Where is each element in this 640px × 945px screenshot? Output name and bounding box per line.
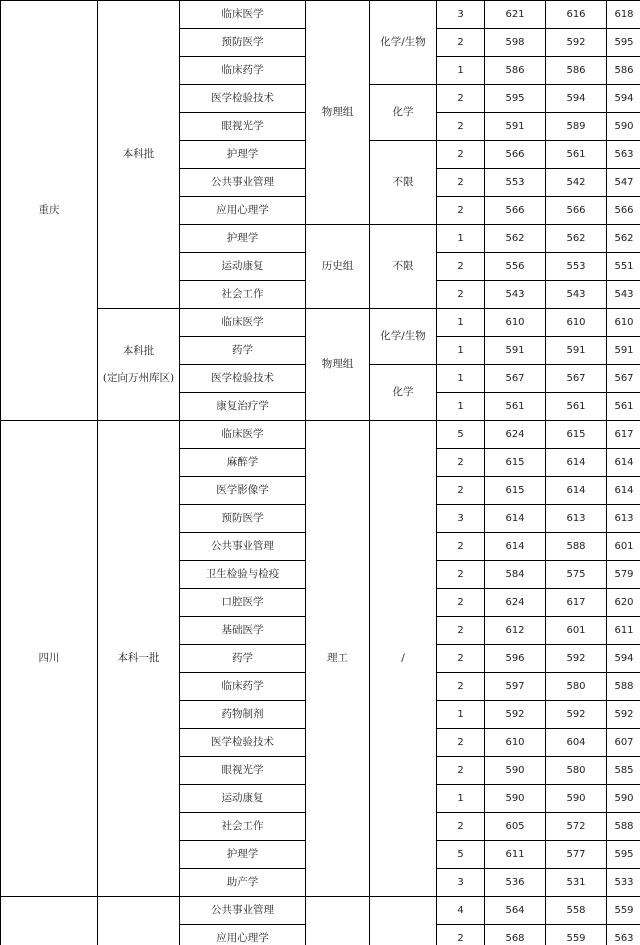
batch-cell	[98, 309, 180, 421]
max-score-cell: 567	[485, 365, 546, 393]
min-score-cell: 553	[546, 253, 607, 281]
min-score-cell: 617	[546, 589, 607, 617]
subject-requirement-cell: 化学/生物	[370, 309, 437, 365]
max-score-cell: 615	[485, 449, 546, 477]
subject-requirement-cell: 不限	[370, 225, 437, 309]
plan-count-cell: 1	[437, 309, 485, 337]
min-score-cell: 567	[546, 365, 607, 393]
avg-score-cell: 592	[607, 701, 640, 729]
min-score-cell: 616	[546, 1, 607, 29]
min-score-cell: 614	[546, 477, 607, 505]
min-score-cell: 591	[546, 337, 607, 365]
max-score-cell: 591	[485, 113, 546, 141]
min-score-cell: 542	[546, 169, 607, 197]
major-cell: 医学检验技术	[180, 729, 306, 757]
track-cell: 理工	[306, 421, 370, 897]
subject-requirement-cell	[370, 897, 437, 945]
track-cell: 历史组	[306, 225, 370, 309]
max-score-cell: 556	[485, 253, 546, 281]
major-cell: 口腔医学	[180, 589, 306, 617]
min-score-cell: 594	[546, 85, 607, 113]
min-score-cell: 615	[546, 421, 607, 449]
avg-score-cell: 586	[607, 57, 640, 85]
plan-count-cell: 2	[437, 449, 485, 477]
max-score-cell: 595	[485, 85, 546, 113]
min-score-cell: 531	[546, 869, 607, 897]
plan-count-cell: 3	[437, 869, 485, 897]
track-cell: 物理组	[306, 1, 370, 225]
avg-score-cell: 614	[607, 449, 640, 477]
max-score-cell: 568	[485, 925, 546, 945]
batch-cell: 本科批	[98, 1, 180, 309]
major-cell: 药学	[180, 337, 306, 365]
max-score-cell: 621	[485, 1, 546, 29]
avg-score-cell: 533	[607, 869, 640, 897]
major-cell: 医学检验技术	[180, 365, 306, 393]
major-cell: 运动康复	[180, 253, 306, 281]
plan-count-cell: 5	[437, 841, 485, 869]
plan-count-cell: 2	[437, 477, 485, 505]
min-score-cell: 580	[546, 757, 607, 785]
min-score-cell: 561	[546, 141, 607, 169]
avg-score-cell: 562	[607, 225, 640, 253]
min-score-cell: 586	[546, 57, 607, 85]
plan-count-cell: 2	[437, 197, 485, 225]
province-cell	[1, 897, 98, 945]
min-score-cell: 543	[546, 281, 607, 309]
plan-count-cell: 2	[437, 617, 485, 645]
max-score-cell: 561	[485, 393, 546, 421]
max-score-cell: 566	[485, 197, 546, 225]
max-score-cell: 614	[485, 533, 546, 561]
major-cell: 公共事业管理	[180, 169, 306, 197]
major-cell: 临床医学	[180, 309, 306, 337]
major-cell: 运动康复	[180, 785, 306, 813]
major-cell: 麻醉学	[180, 449, 306, 477]
avg-score-cell: 620	[607, 589, 640, 617]
plan-count-cell: 2	[437, 589, 485, 617]
min-score-cell: 610	[546, 309, 607, 337]
plan-count-cell: 3	[437, 505, 485, 533]
avg-score-cell: 618	[607, 1, 640, 29]
min-score-cell: 561	[546, 393, 607, 421]
avg-score-cell: 595	[607, 29, 640, 57]
min-score-cell: 614	[546, 449, 607, 477]
min-score-cell: 572	[546, 813, 607, 841]
plan-count-cell: 5	[437, 421, 485, 449]
major-cell: 公共事业管理	[180, 533, 306, 561]
plan-count-cell: 2	[437, 141, 485, 169]
max-score-cell: 564	[485, 897, 546, 925]
major-cell: 社会工作	[180, 813, 306, 841]
min-score-cell: 589	[546, 113, 607, 141]
avg-score-cell: 610	[607, 309, 640, 337]
avg-score-cell: 607	[607, 729, 640, 757]
avg-score-cell: 614	[607, 477, 640, 505]
avg-score-cell: 590	[607, 785, 640, 813]
plan-count-cell: 1	[437, 365, 485, 393]
avg-score-cell: 613	[607, 505, 640, 533]
min-score-cell: 601	[546, 617, 607, 645]
min-score-cell: 559	[546, 925, 607, 945]
table-row	[1, 897, 640, 925]
max-score-cell: 596	[485, 645, 546, 673]
plan-count-cell: 2	[437, 729, 485, 757]
plan-count-cell: 2	[437, 85, 485, 113]
plan-count-cell: 2	[437, 253, 485, 281]
subject-requirement-cell: /	[370, 421, 437, 897]
max-score-cell: 615	[485, 477, 546, 505]
avg-score-cell: 563	[607, 141, 640, 169]
min-score-cell: 558	[546, 897, 607, 925]
max-score-cell: 590	[485, 757, 546, 785]
avg-score-cell: 561	[607, 393, 640, 421]
plan-count-cell: 2	[437, 169, 485, 197]
avg-score-cell: 588	[607, 813, 640, 841]
table-row	[1, 1, 640, 29]
major-cell: 医学检验技术	[180, 85, 306, 113]
major-cell: 眼视光学	[180, 113, 306, 141]
major-cell: 医学影像学	[180, 477, 306, 505]
plan-count-cell: 2	[437, 561, 485, 589]
max-score-cell: 605	[485, 813, 546, 841]
plan-count-cell: 1	[437, 337, 485, 365]
plan-count-cell: 2	[437, 813, 485, 841]
major-cell: 护理学	[180, 225, 306, 253]
province-cell: 四川	[1, 421, 98, 897]
max-score-cell: 590	[485, 785, 546, 813]
plan-count-cell: 2	[437, 533, 485, 561]
table-row	[1, 421, 640, 449]
avg-score-cell: 595	[607, 841, 640, 869]
batch-name: 本科批	[122, 344, 155, 357]
province-cell: 重庆	[1, 1, 98, 421]
min-score-cell: 562	[546, 225, 607, 253]
batch-cell	[98, 897, 180, 945]
avg-score-cell: 543	[607, 281, 640, 309]
min-score-cell: 592	[546, 29, 607, 57]
min-score-cell: 566	[546, 197, 607, 225]
plan-count-cell: 1	[437, 225, 485, 253]
avg-score-cell: 579	[607, 561, 640, 589]
avg-score-cell: 547	[607, 169, 640, 197]
max-score-cell: 591	[485, 337, 546, 365]
max-score-cell: 586	[485, 57, 546, 85]
max-score-cell: 598	[485, 29, 546, 57]
plan-count-cell: 1	[437, 701, 485, 729]
major-cell: 康复治疗学	[180, 393, 306, 421]
plan-count-cell: 2	[437, 113, 485, 141]
plan-count-cell: 2	[437, 673, 485, 701]
avg-score-cell: 617	[607, 421, 640, 449]
avg-score-cell: 559	[607, 897, 640, 925]
batch-note: (定向万州库区)	[102, 371, 175, 384]
max-score-cell: 592	[485, 701, 546, 729]
batch-cell: 本科一批	[98, 421, 180, 897]
major-cell: 临床药学	[180, 57, 306, 85]
major-cell: 临床医学	[180, 1, 306, 29]
track-cell	[306, 897, 370, 945]
subject-requirement-cell: 不限	[370, 141, 437, 225]
avg-score-cell: 594	[607, 85, 640, 113]
major-cell: 眼视光学	[180, 757, 306, 785]
plan-count-cell: 2	[437, 757, 485, 785]
major-cell: 预防医学	[180, 29, 306, 57]
max-score-cell: 584	[485, 561, 546, 589]
min-score-cell: 592	[546, 645, 607, 673]
major-cell: 应用心理学	[180, 197, 306, 225]
avg-score-cell: 566	[607, 197, 640, 225]
max-score-cell: 597	[485, 673, 546, 701]
avg-score-cell: 601	[607, 533, 640, 561]
min-score-cell: 590	[546, 785, 607, 813]
max-score-cell: 614	[485, 505, 546, 533]
major-cell: 药物制剂	[180, 701, 306, 729]
plan-count-cell: 1	[437, 785, 485, 813]
plan-count-cell: 1	[437, 393, 485, 421]
plan-count-cell: 2	[437, 925, 485, 945]
plan-count-cell: 3	[437, 1, 485, 29]
avg-score-cell: 585	[607, 757, 640, 785]
max-score-cell: 543	[485, 281, 546, 309]
plan-count-cell: 4	[437, 897, 485, 925]
major-cell: 临床药学	[180, 673, 306, 701]
min-score-cell: 604	[546, 729, 607, 757]
max-score-cell: 624	[485, 421, 546, 449]
major-cell: 预防医学	[180, 505, 306, 533]
avg-score-cell: 563	[607, 925, 640, 945]
major-cell: 临床医学	[180, 421, 306, 449]
plan-count-cell: 2	[437, 281, 485, 309]
major-cell: 护理学	[180, 841, 306, 869]
max-score-cell: 566	[485, 141, 546, 169]
major-cell: 护理学	[180, 141, 306, 169]
avg-score-cell: 611	[607, 617, 640, 645]
min-score-cell: 613	[546, 505, 607, 533]
max-score-cell: 624	[485, 589, 546, 617]
avg-score-cell: 590	[607, 113, 640, 141]
min-score-cell: 580	[546, 673, 607, 701]
max-score-cell: 610	[485, 729, 546, 757]
min-score-cell: 588	[546, 533, 607, 561]
major-cell: 药学	[180, 645, 306, 673]
max-score-cell: 610	[485, 309, 546, 337]
major-cell: 助产学	[180, 869, 306, 897]
plan-count-cell: 2	[437, 645, 485, 673]
major-cell: 社会工作	[180, 281, 306, 309]
avg-score-cell: 588	[607, 673, 640, 701]
major-cell: 基础医学	[180, 617, 306, 645]
min-score-cell: 575	[546, 561, 607, 589]
plan-count-cell: 1	[437, 57, 485, 85]
major-cell: 卫生检验与检疫	[180, 561, 306, 589]
max-score-cell: 612	[485, 617, 546, 645]
max-score-cell: 536	[485, 869, 546, 897]
avg-score-cell: 567	[607, 365, 640, 393]
max-score-cell: 611	[485, 841, 546, 869]
subject-requirement-cell: 化学	[370, 85, 437, 141]
max-score-cell: 562	[485, 225, 546, 253]
avg-score-cell: 594	[607, 645, 640, 673]
major-cell: 公共事业管理	[180, 897, 306, 925]
track-cell: 物理组	[306, 309, 370, 421]
max-score-cell: 553	[485, 169, 546, 197]
min-score-cell: 592	[546, 701, 607, 729]
min-score-cell: 577	[546, 841, 607, 869]
subject-requirement-cell: 化学	[370, 365, 437, 421]
avg-score-cell: 551	[607, 253, 640, 281]
major-cell: 应用心理学	[180, 925, 306, 945]
subject-requirement-cell: 化学/生物	[370, 1, 437, 85]
avg-score-cell: 591	[607, 337, 640, 365]
plan-count-cell: 2	[437, 29, 485, 57]
